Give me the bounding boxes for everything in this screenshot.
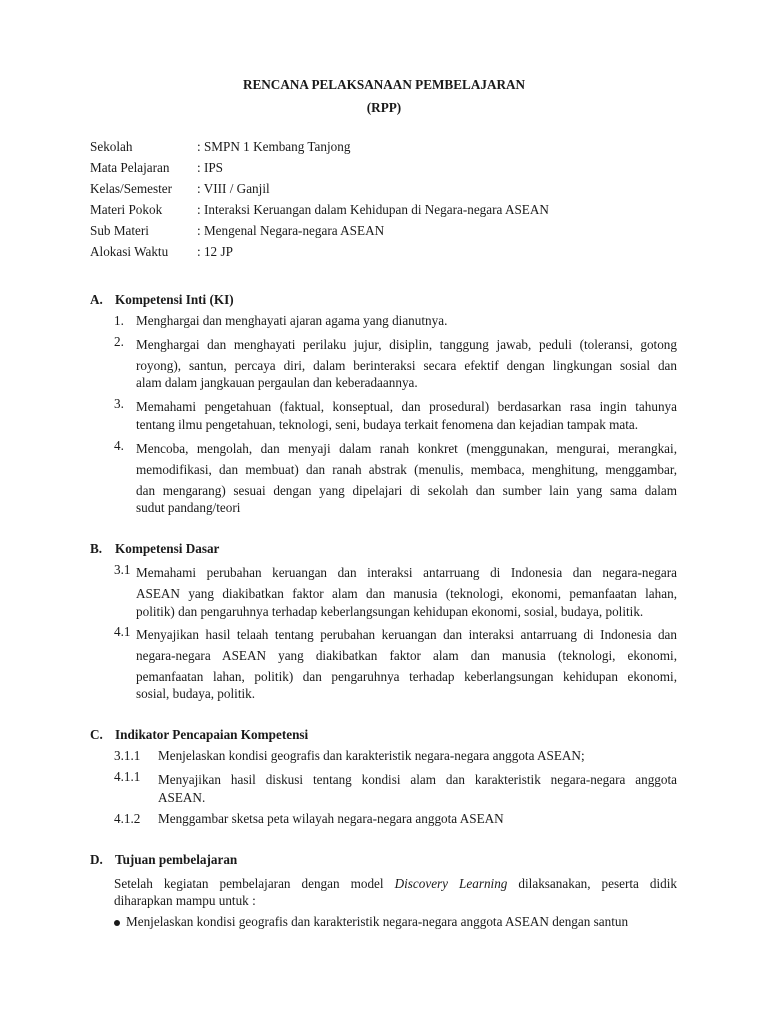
section-heading: Kompetensi Inti (KI) [115, 292, 234, 307]
item-text: Memahami pengetahuan (faktual, konseptual, dan prosedural) berdasarkan rasa ingin tahunya [136, 399, 677, 414]
info-value: : Mengenal Negara-negara ASEAN [197, 223, 385, 238]
learning-model: Discovery Learning [394, 876, 508, 891]
item-text: Mencoba, mengolah, dan menyaji dalam ranah konkret (menggunakan, mengurai, merangkai, [136, 441, 677, 456]
item-text: royong), santun, percaya diri, dalam berinteraksi secara efektif dengan lingkungan sosial dan [136, 358, 677, 373]
item-text: dan mengarang) sesuai dengan yang dipelajari di sekolah dan sumber lain yang sama dalam [136, 483, 677, 498]
section-letter: C. [90, 727, 103, 742]
item-text: negara-negara ASEAN yang diakibatkan faktor alam dan manusia (teknologi, ekonomi, [136, 648, 677, 663]
item-number: 4. [114, 438, 124, 453]
info-value: : VIII / Ganjil [197, 181, 270, 196]
item-text: politik) dan pengaruhnya terhadap keberlangsungan kehidupan ekonomi, sosial, budaya, politik. [136, 604, 644, 619]
info-label: Kelas/Semester [90, 181, 173, 196]
item-text: Menjelaskan kondisi geografis dan karakteristik negara-negara anggota ASEAN; [158, 748, 585, 763]
bullet-icon [114, 920, 120, 926]
info-value: : SMPN 1 Kembang Tanjong [197, 139, 351, 154]
item-text: ASEAN. [158, 790, 206, 805]
item-number: 3. [114, 396, 124, 411]
item-number: 4.1 [114, 624, 131, 639]
section-letter: D. [90, 852, 103, 867]
intro-text-line2: diharapkan mampu untuk : [114, 893, 256, 908]
item-text: pemanfaatan lahan, politik) dan pengaruhnya terhadap keberlangsungan kehidupan ekonomi, [136, 669, 677, 684]
item-number: 3.1.1 [114, 748, 141, 763]
item-text: Menghargai dan menghayati perilaku jujur, disiplin, tanggung jawab, peduli (toleransi, gotong [136, 337, 677, 352]
section-heading: Tujuan pembelajaran [115, 852, 238, 867]
item-text: memodifikasi, dan membuat) dan ranah abstrak (menulis, membaca, menghitung, menggambar, [136, 462, 677, 477]
item-number: 4.1.2 [114, 811, 141, 826]
item-text: Menghargai dan menghayati ajaran agama yang dianutnya. [136, 313, 448, 328]
info-value: : 12 JP [197, 244, 233, 259]
item-text: Menyajikan hasil telaah tentang perubahan keruangan dan interaksi antarruang di Indonesia dan [136, 627, 677, 642]
info-label: Materi Pokok [90, 202, 163, 217]
section-heading: Indikator Pencapaian Kompetensi [115, 727, 309, 742]
item-text: Menggambar sketsa peta wilayah negara-negara anggota ASEAN [158, 811, 504, 826]
info-label: Alokasi Waktu [90, 244, 169, 259]
section-heading: Kompetensi Dasar [115, 541, 220, 556]
intro-before: Setelah kegiatan pembelajaran dengan model [114, 876, 384, 891]
item-text: Memahami perubahan keruangan dan interaksi antarruang di Indonesia dan negara-negara [136, 565, 677, 580]
item-text: sosial, budaya, politik. [136, 686, 256, 701]
bullet-text: Menjelaskan kondisi geografis dan karakteristik negara-negara anggota ASEAN dengan santun [126, 914, 629, 929]
section-letter: A. [90, 292, 103, 307]
document-title: RENCANA PELAKSANAAN PEMBELAJARAN [242, 77, 526, 92]
section-letter: B. [90, 541, 103, 556]
item-text: tentang ilmu pengetahuan, teknologi, seni, budaya terkait fenomena dan kejadian tampak mata. [136, 417, 639, 432]
item-text: Menyajikan hasil diskusi tentang kondisi alam dan karakteristik negara-negara anggota [158, 772, 677, 787]
item-number: 2. [114, 334, 124, 349]
item-number: 3.1 [114, 562, 131, 577]
item-number: 1. [114, 313, 124, 328]
item-text: ASEAN yang diakibatkan faktor alam dan manusia (teknologi, ekonomi, pemanfaatan lahan, [136, 586, 677, 601]
item-text: sudut pandang/teori [136, 500, 241, 515]
info-value: : Interaksi Keruangan dalam Kehidupan di Negara-negara ASEAN [197, 202, 549, 217]
intro-after: dilaksanakan, peserta didik [518, 876, 678, 891]
info-label: Sub Materi [90, 223, 149, 238]
intro-text [114, 873, 677, 894]
item-text: alam dalam jangkauan pergaulan dan keberadaannya. [136, 375, 418, 390]
info-label: Sekolah [90, 139, 133, 154]
info-label: Mata Pelajaran [90, 160, 170, 175]
item-number: 4.1.1 [114, 769, 141, 784]
info-value: : IPS [197, 160, 224, 175]
document-subtitle: (RPP) [366, 100, 402, 115]
